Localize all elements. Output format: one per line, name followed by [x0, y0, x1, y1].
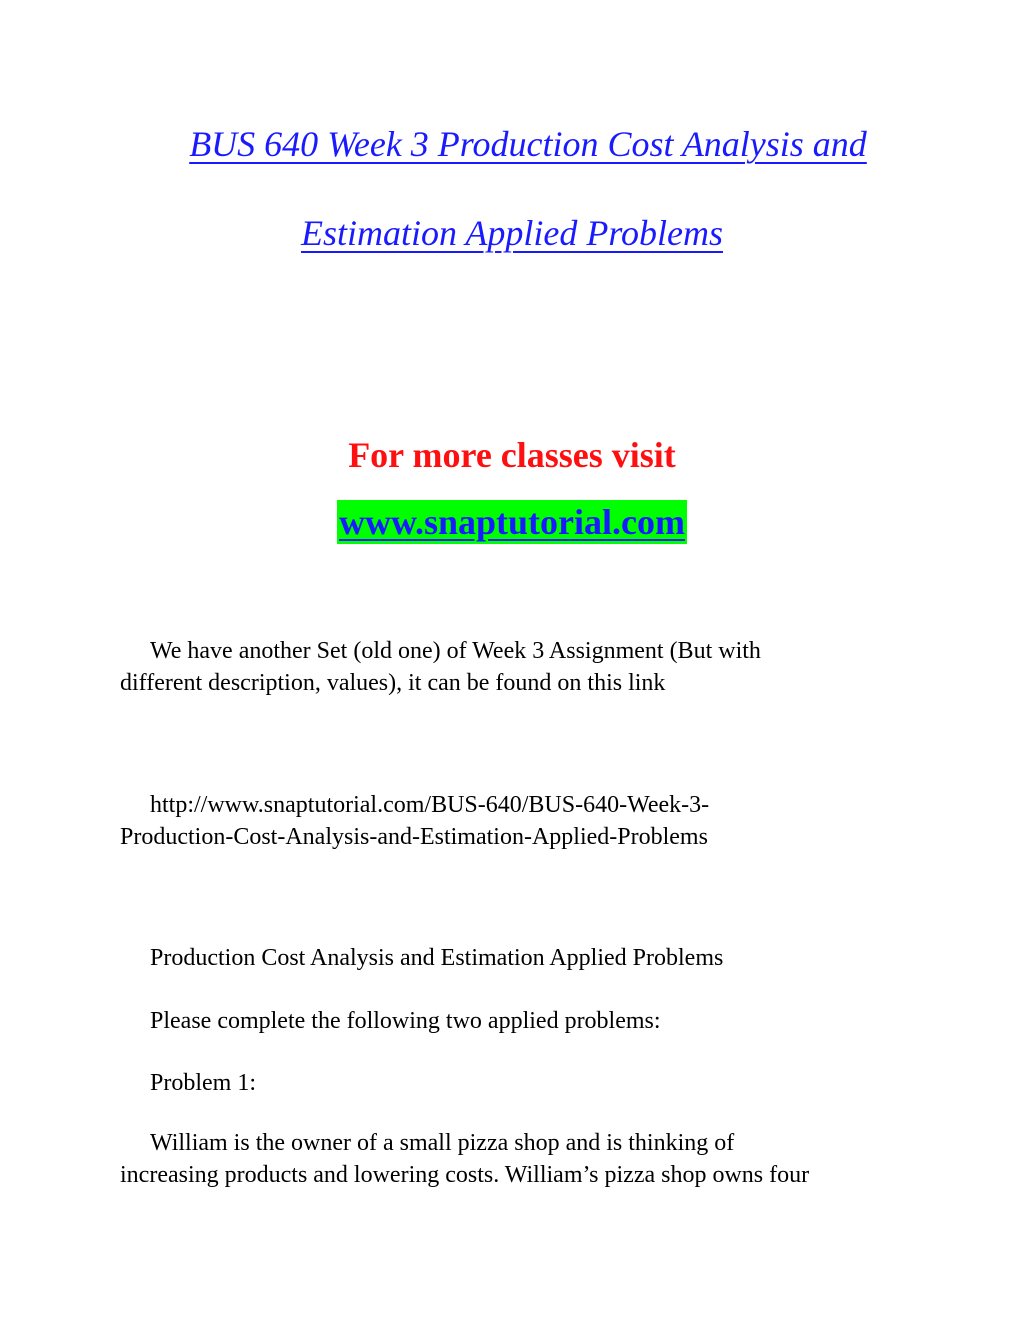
paragraph-line: Production Cost Analysis and Estimation Applied Problems — [150, 945, 724, 971]
paragraph-line: William is the owner of a small pizza shop and is thinking of — [150, 1130, 735, 1156]
promo-link[interactable]: www.snaptutorial.com — [338, 502, 685, 542]
title-line-1 — [16, 122, 1024, 166]
paragraph-heading — [120, 942, 900, 974]
url-line: http://www.snaptutorial.com/BUS-640/BUS-640-Week-3- — [150, 792, 710, 818]
title-link-line-2[interactable]: Estimation Applied Problems — [301, 213, 723, 253]
paragraph-line: We have another Set (old one) of Week 3 Assignment (But with — [150, 638, 761, 664]
title-line-2 — [0, 211, 1024, 255]
title-link-line-1[interactable]: BUS 640 Week 3 Production Cost Analysis and — [189, 124, 867, 164]
paragraph-instructions — [120, 1005, 900, 1037]
promo-text: For more classes visit — [348, 435, 676, 475]
paragraph-problem-text — [120, 1127, 900, 1191]
paragraph-problem-label — [120, 1067, 900, 1099]
paragraph-line: increasing products and lowering costs. William’s pizza shop owns four — [120, 1162, 810, 1188]
paragraph-another-set — [120, 635, 900, 699]
paragraph-url — [120, 789, 900, 853]
paragraph-line: Please complete the following two applied problems: — [150, 1008, 661, 1034]
paragraph-line: Problem 1: — [150, 1070, 256, 1096]
paragraph-line: different description, values), it can be found on this link — [120, 670, 666, 696]
promo-link-container — [0, 500, 1024, 544]
url-line: Production-Cost-Analysis-and-Estimation-Applied-Problems — [120, 824, 708, 850]
